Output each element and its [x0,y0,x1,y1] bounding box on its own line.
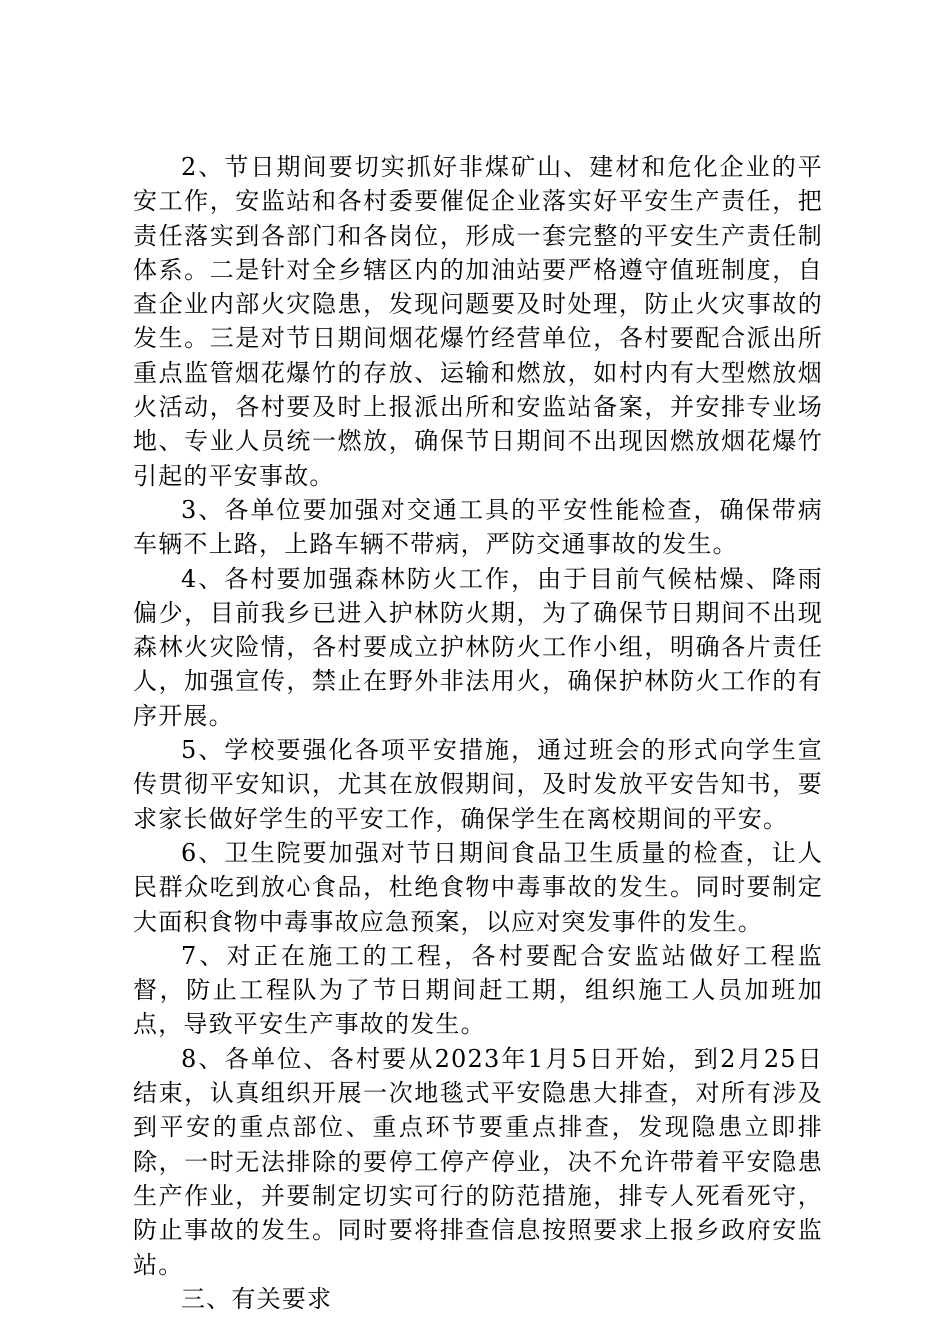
paragraph-item-7: 7、对正在施工的工程，各村要配合安监站做好工程监督，防止工程队为了节日期间赶工期，组织施工人员加班加点，导致平安生产事故的发生。 [133,941,823,1039]
paragraph-item-4: 4、各村要加强森林防火工作，由于目前气候枯燥、降雨偏少，目前我乡已进入护林防火期，为了确保节日期间不出现森林火灾险情，各村要成立护林防火工作小组，明确各片责任人，加强宣传，禁止在野外非法用火，确保护林防火工作的有序开展。 [133,564,823,730]
paragraph-item-6: 6、卫生院要加强对节日期间食品卫生质量的检查，让人民群众吃到放心食品，杜绝食物中毒事故的发生。同时要制定大面积食物中毒事故应急预案，以应对突发事件的发生。 [133,838,823,936]
document-body [133,150,823,1316]
paragraph-item-3: 3、各单位要加强对交通工具的平安性能检查，确保带病车辆不上路，上路车辆不带病，严防交通事故的发生。 [133,495,823,559]
paragraph-item-5: 5、学校要强化各项平安措施，通过班会的形式向学生宣传贯彻平安知识，尤其在放假期间，及时发放平安告知书，要求家长做好学生的平安工作，确保学生在离校期间的平安。 [133,736,823,833]
paragraph-item-8: 8、各单位、各村要从2023年1月5日开始，到2月25日结束，认真组织开展一次地毯式平安隐患大排查，对所有涉及到平安的重点部位、重点环节要重点排查，发现隐患立即排除，一时无法排除的要停工停产停业，决不允许带着平安隐患生产作业，并要制定切实可行的防范措施，排专人死看死守，防止事故的发生。同时要将排查信息按照要求上报乡政府安监站。 [133,1044,823,1279]
section-heading-requirements: 三、有关要求 [181,1284,333,1313]
paragraph-item-2: 2、节日期间要切实抓好非煤矿山、建材和危化企业的平安工作，安监站和各村委要催促企业落实好平安生产责任，把责任落实到各部门和各岗位，形成一套完整的平安生产责任制体系。二是针对全乡辖区内的加油站要严格遵守值班制度，自查企业内部火灾隐患，发现问题要及时处理，防止火灾事故的发生。三是对节日期间烟花爆竹经营单位，各村要配合派出所重点监管烟花爆竹的存放、运输和燃放，如村内有大型燃放烟火活动，各村要及时上报派出所和安监站备案，并安排专业场地、专业人员统一燃放，确保节日期间不出现因燃放烟花爆竹引起的平安事故。 [133,153,823,490]
